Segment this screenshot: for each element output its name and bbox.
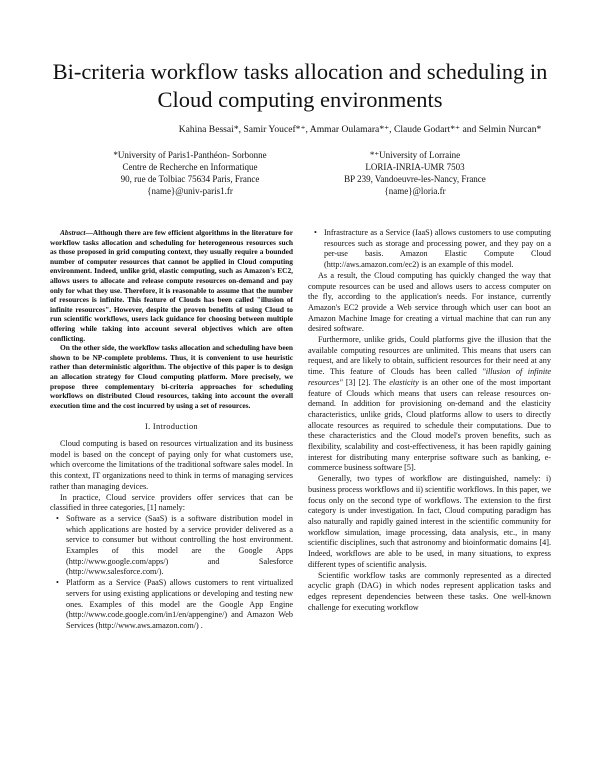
- text-run: Furthermore, unlike grids, Could platforms give the illusion that the available computing resources are unlimited. This means that users can request, and are likely to obtain, sufficient resources for their need at any time. This feature of Clouds has been called: [308, 335, 551, 377]
- text-run: is an other one of the most important feature of Clouds which means that users can release resources on-demand. In addition for provisioning on-demand and the elasticity characteristics, unlike grids, Cloud platforms allow to users to directly allocate resources as required to schedule their computations. Due to these characteristics and the Cloud model's proven benefits, such as flexibility, scalability and cost-effectiveness, it has been rapidly gaining interest for distributing many enterprise software such as banking, e-commerce business software [5].: [308, 377, 551, 473]
- body-paragraph: In practice, Cloud service providers offer services that can be classified in three categories, [1] namely:: [50, 492, 293, 513]
- affiliation-line: Centre de Recherche en Informatique: [122, 162, 258, 172]
- list-item-iaas: • Infrastracture as a Service (IaaS) allows customers to use computing resources such as storage and processing power, and they pay on a per-use basis. Amazon Elastic Compute Cloud (http://aws.amazon.com/ec2) is an example of this model.: [324, 228, 551, 271]
- left-column: [50, 228, 293, 632]
- affiliation-line: BP 239, Vandoeuvre-les-Nancy, France: [344, 174, 486, 184]
- service-categories-list-continued: [308, 228, 551, 271]
- affiliation-line: *University of Paris1-Panthéon- Sorbonne: [113, 150, 267, 160]
- list-item-paas: • Platform as a Service (PaaS) allows customers to rent virtualized servers for using existing applications or developing and testing new ones. Examples of this model are the Google App Engine (http://www.code.google.com/in1/en/appengine/) and Amazon Web Services (http://www.aws.amazon.com/) .: [66, 578, 293, 632]
- affiliation-line: LORIA-INRIA-UMR 7503: [365, 162, 465, 172]
- affiliation-email: {name}@loria.fr: [384, 186, 446, 196]
- abstract-label: Abstract: [60, 228, 86, 237]
- section-heading-introduction: I. Introduction: [145, 422, 198, 432]
- affiliation-lorraine: [300, 149, 530, 197]
- right-column: [308, 228, 551, 613]
- list-item-saas: • Software as a service (SaaS) is a software distribution model in which applications are hosted by a service provider delivered as a service to consumer but without controlling the host environment. Examples of this model are the Google Apps (http://www.google.com/apps/) and Salesforce (http://www.salesforce.com/).: [66, 514, 293, 578]
- affiliation-email: {name}@univ-paris1.fr: [147, 186, 233, 196]
- affiliation-line: *⁺University of Lorraine: [369, 150, 461, 160]
- quoted-term: "illusion of infinite resources": [308, 367, 551, 387]
- body-paragraph: Cloud computing is based on resources virtualization and its business model is based on the concept of paying only for what customers use, which overcome the limitations of the traditional software sales model. In this context, IT organizations need to think in terms of managing services rather than managing devices.: [50, 438, 293, 491]
- text-run: [3] [2]. The: [342, 377, 390, 387]
- body-paragraph: Generally, two types of workflow are distinguished, namely: i) business process workflows and ii) scientific workflows. In this paper, we focus only on the second type of workflows. The extension to the first category is under investigation. In fact, Cloud computing paradigm has also naturally and rapidly gained interest in the scientific community for workflow simulation, image processing, data analysis, etc., in many scientific disciplines, such that astronomy and bioinformatic domains [4]. Indeed, workflows are able to be used, in many situations, to express different types of scientific analysis.: [308, 474, 551, 569]
- body-paragraph: [308, 335, 551, 474]
- abstract-paragraph: On the other side, the workflow tasks allocation and scheduling have been shown to be NP-complete problems. Thus, it is convenient to use heuristic rather than deterministic algorithm. The objective of this paper is to design an allocation strategy for Cloud computing platform. More precisely, we propose three complementary bi-criteria approaches for scheduling workflows on distributed Cloud resources, taking into account the overall execution time and the cost incurred by using a set of resources.: [50, 343, 293, 410]
- affiliation-line: 90, rue de Tolbiac 75634 Paris, France: [120, 174, 260, 184]
- abstract-text: —Although there are few efficient algorithms in the literature for workflow tasks allocation and scheduling for heterogeneous resources such as those proposed in grid computing context, they usually require a bounded number of computer resources that cannot be applied in Cloud computing environment. Indeed, unlike grid, elastic computing, such as Amazon's EC2, allows users to allocate and release compute resources on-demand and pay only for what they use. Therefore, it is reasonable to assume that the number of resources is infinite. This feature of Clouds has been called "illusion of infinite resources". However, despite the proven benefits of using Cloud to run scientific workflows, users lack guidance for choosing between multiple offering while taking into account several objectives which are often conflicting.: [50, 228, 293, 343]
- abstract-paragraph: [50, 228, 293, 343]
- author-list: Kahina Bessai*, Samir Youcef*⁺, Ammar Oulamara*⁺, Claude Godart*⁺ and Selmin Nurcan*: [178, 124, 542, 135]
- paper-title: Bi-criteria workflow tasks allocation and scheduling in Cloud computing environments: [52, 59, 548, 112]
- affiliation-paris1: [70, 149, 310, 197]
- service-categories-list: [50, 514, 293, 632]
- body-paragraph: Scientific workflow tasks are commonly represented as a directed acyclic graph (DAG) in which nodes represent application tasks and edges represent dependencies between these tasks. One well-known challenge for executing workflow: [308, 570, 551, 612]
- emphasized-term: elasticity: [389, 377, 419, 387]
- body-paragraph: As a result, the Cloud computing has quickly changed the way that compute resources can be used and allows users to access computer on the fly, according to the application's needs. For instance, currently Amazon's EC2 provide a Web service through which user can boot an Amazon Machine Image for creating a virtual machine that can run any desired software.: [308, 270, 551, 334]
